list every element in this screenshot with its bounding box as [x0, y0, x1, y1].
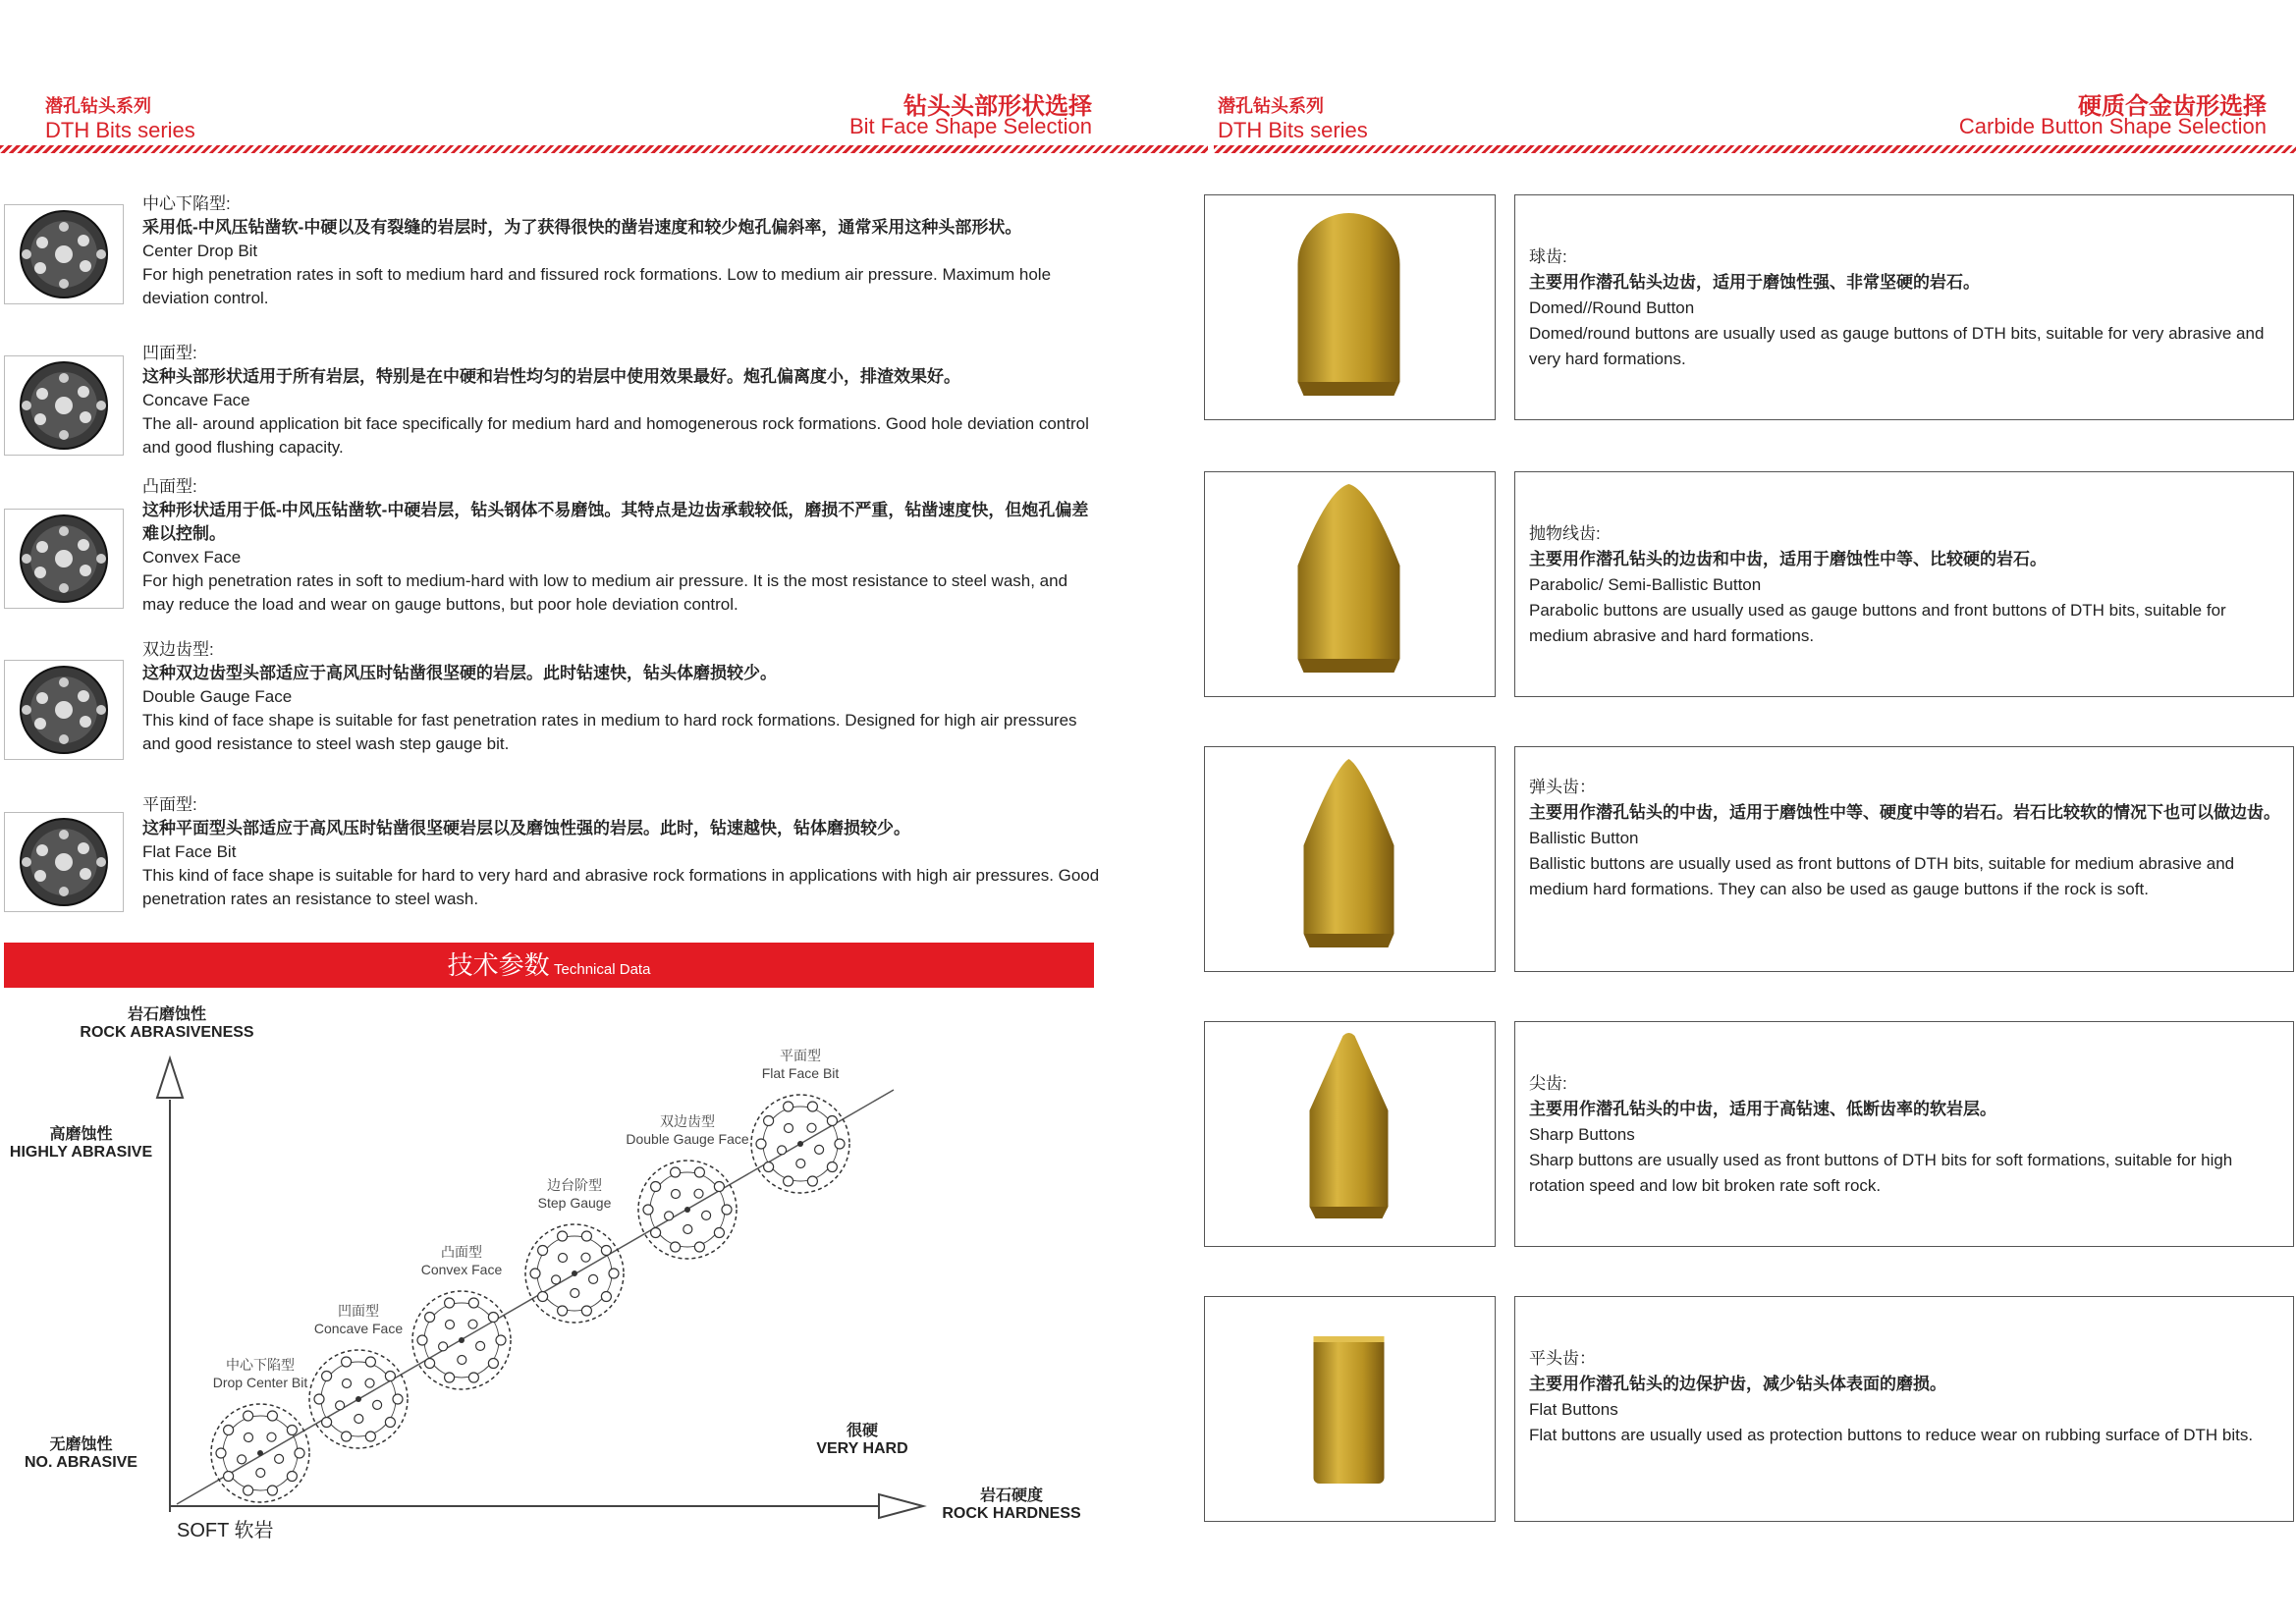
bit-face-photo [4, 812, 124, 912]
sharp-button-icon [1205, 1022, 1495, 1246]
bit-face-icon [5, 510, 123, 608]
face-desc-en: For high penetration rates in soft to medium-hard with low to medium air pressure. It is the most resistance to steel wash, and may reduce the load and wear on gauge buttons, but poor hole deviation control. [142, 571, 1068, 614]
bit-type-label [712, 1046, 889, 1081]
bit-selection-chart [0, 982, 1100, 1532]
bit-type-en: Double Gauge Face [626, 1131, 749, 1147]
button-title-en: Domed//Round Button [1529, 298, 1695, 317]
face-title-en: Concave Face [142, 391, 250, 409]
button-title-cn: 尖齿: [1529, 1074, 1567, 1093]
button-description [1529, 244, 2285, 372]
button-desc-en: Sharp buttons are usually used as front buttons of DTH bits for soft formations, suitable for high rotation speed and low bit broken rate soft rock. [1529, 1151, 2233, 1195]
button-description-box [1514, 1021, 2294, 1247]
parabolic-button-icon [1205, 472, 1495, 696]
very-hard-cn: 很硬 [846, 1423, 878, 1439]
right-title-en: Carbide Button Shape Selection [1958, 114, 2267, 138]
high-abrasive-cn: 高磨蚀性 [49, 1126, 113, 1143]
face-desc-cn: 这种双边齿型头部适应于高风压时钻凿很坚硬的岩层。此时钻速快，钻头体磨损较少。 [142, 664, 777, 682]
x-axis-arrow-icon [879, 1494, 923, 1518]
bit-face-icon [5, 661, 123, 759]
button-desc-en: Flat buttons are usually used as protection buttons to reduce wear on rubbing surface of DTH bits. [1529, 1426, 2254, 1444]
face-description [142, 793, 1100, 911]
right-series-cn: 潜孔钻头系列 [1218, 96, 1324, 116]
y-axis-arrow-icon [157, 1058, 183, 1098]
no-abrasive-cn: 无磨蚀性 [49, 1436, 113, 1453]
bit-type-en: Drop Center Bit [212, 1375, 308, 1390]
face-desc-cn: 这种形状适用于低-中风压钻凿软-中硬岩层，钻头钢体不易磨蚀。其特点是边齿承载较低，磨损不严重，钻凿速度快，但炮孔偏差难以控制。 [142, 501, 1089, 543]
face-desc-cn: 采用低-中风压钻凿软-中硬以及有裂缝的岩层时，为了获得很快的凿岩速度和较少炮孔偏斜率，通常采用这种头部形状。 [142, 218, 1022, 237]
face-desc-en: The all- around application bit face specifically for medium hard and homogenerous rock formations. Good hole deviation control and good flushing capacity. [142, 414, 1089, 457]
face-title-en: Double Gauge Face [142, 687, 293, 706]
left-title-cn: 钻头头部形状选择 [903, 93, 1092, 120]
button-title-cn: 弹头齿： [1529, 778, 1596, 796]
flat-button-icon [1205, 1297, 1495, 1521]
bit-type-cn: 中心下陷型 [226, 1357, 295, 1373]
button-description [1529, 521, 2285, 649]
soft-label: SOFT 软岩 [177, 1520, 274, 1541]
face-desc-en: For high penetration rates in soft to medium hard and fissured rock formations. Low to medium air pressure. Maximum hole deviation control. [142, 265, 1052, 307]
banner-title-en: Technical Data [554, 961, 651, 978]
button-title-cn: 平头齿： [1529, 1349, 1596, 1368]
bit-type-label [486, 1175, 663, 1211]
face-desc-en: This kind of face shape is suitable for hard to very hard and abrasive rock formations in applications with high air pressures. Good penetration rates an resistance to steel wash. [142, 866, 1100, 908]
face-desc-en: This kind of face shape is suitable for fast penetration rates in medium to hard rock formations. Designed for high air pressures and good resistance to steel wash step gauge bit. [142, 711, 1077, 753]
x-axis-title-en: ROCK HARDNESS [942, 1505, 1081, 1522]
face-description [142, 192, 1100, 310]
face-title-cn: 凸面型: [142, 477, 197, 496]
bit-face-photo [4, 509, 124, 609]
face-desc-cn: 这种平面型头部适应于高风压时钻凿很坚硬岩层以及磨蚀性强的岩层。此时，钻速越快，钻体磨损较少。 [142, 819, 910, 838]
left-series-cn: 潜孔钻头系列 [45, 96, 151, 116]
face-title-cn: 凹面型: [142, 344, 197, 362]
face-title-cn: 中心下陷型: [142, 194, 231, 213]
bit-face-photo [4, 355, 124, 456]
button-description [1529, 1071, 2285, 1199]
bit-icons-group [211, 1095, 849, 1502]
face-description [142, 342, 1100, 460]
bit-type-en: Convex Face [420, 1262, 503, 1277]
button-desc-cn: 主要用作潜孔钻头的边齿和中齿，适用于磨蚀性中等、比较硬的岩石。 [1529, 550, 2047, 568]
button-desc-cn: 主要用作潜孔钻头边齿，适用于磨蚀性强、非常坚硬的岩石。 [1529, 273, 1980, 292]
domed-button-icon [1205, 195, 1495, 419]
button-desc-en: Ballistic buttons are usually used as front buttons of DTH bits, suitable for medium abrasive and medium hard formations. They can also be used as gauge buttons if the rock is soft. [1529, 854, 2235, 898]
bit-type-label [373, 1242, 550, 1277]
parabolic-button-photo [1204, 471, 1496, 697]
button-title-cn: 球齿: [1529, 247, 1567, 266]
bit-type-cn: 平面型 [780, 1048, 821, 1063]
button-desc-en: Parabolic buttons are usually used as gauge buttons and front buttons of DTH bits, suitable for medium abrasive and hard formations. [1529, 601, 2226, 645]
button-description-box [1514, 746, 2294, 972]
right-header-stripe [1214, 145, 2296, 153]
face-desc-cn: 这种头部形状适用于所有岩层，特别是在中硬和岩性均匀的岩层中使用效果最好。炮孔偏离度小，排渣效果好。 [142, 367, 960, 386]
button-title-en: Ballistic Button [1529, 829, 1639, 847]
button-title-en: Sharp Buttons [1529, 1125, 1635, 1144]
bit-type-label [270, 1301, 447, 1336]
right-title-cn: 硬质合金齿形选择 [2078, 93, 2267, 120]
bit-type-cn: 凹面型 [338, 1303, 379, 1319]
button-desc-cn: 主要用作潜孔钻头的中齿，适用于高钻速、低断齿率的软岩层。 [1529, 1100, 1996, 1118]
button-desc-cn: 主要用作潜孔钻头的中齿，适用于磨蚀性中等、硬度中等的岩石。岩石比较软的情况下也可以做边齿。 [1529, 803, 2280, 822]
button-description-box [1514, 471, 2294, 697]
ballistic-button-photo [1204, 746, 1496, 972]
button-description [1529, 1346, 2285, 1448]
very-hard-en: VERY HARD [816, 1440, 908, 1457]
bit-type-en: Step Gauge [537, 1195, 612, 1211]
face-description [142, 475, 1100, 617]
bit-type-cn: 边台阶型 [547, 1177, 602, 1193]
face-title-cn: 平面型: [142, 795, 197, 814]
no-abrasive-en: NO. ABRASIVE [25, 1454, 137, 1471]
banner-title-cn: 技术参数 [447, 950, 550, 980]
bit-face-icon [5, 356, 123, 455]
y-axis-title-en: ROCK ABRASIVENESS [80, 1024, 254, 1041]
ballistic-button-icon [1205, 747, 1495, 971]
left-header-stripe [0, 145, 1208, 153]
bit-face-icon [5, 813, 123, 911]
y-axis-title-cn: 岩石磨蚀性 [127, 1006, 206, 1023]
bit-face-photo [4, 204, 124, 304]
right-series-en: DTH Bits series [1218, 118, 1368, 142]
face-title-cn: 双边齿型: [142, 640, 214, 659]
face-title-en: Convex Face [142, 548, 242, 567]
button-description [1529, 775, 2285, 902]
left-series-en: DTH Bits series [45, 118, 195, 142]
high-abrasive-en: HIGHLY ABRASIVE [9, 1144, 153, 1161]
flat-button-photo [1204, 1296, 1496, 1522]
face-description [142, 638, 1100, 756]
button-desc-en: Domed/round buttons are usually used as gauge buttons of DTH bits, suitable for very abrasive and very hard formations. [1529, 324, 2265, 368]
button-title-en: Flat Buttons [1529, 1400, 1618, 1419]
bit-type-cn: 双边齿型 [660, 1113, 715, 1129]
face-title-en: Center Drop Bit [142, 242, 258, 260]
domed-button-photo [1204, 194, 1496, 420]
bit-type-label [172, 1355, 349, 1390]
bit-type-label [599, 1111, 776, 1147]
bit-type-cn: 凸面型 [441, 1244, 482, 1260]
face-title-en: Flat Face Bit [142, 842, 237, 861]
button-title-cn: 抛物线齿: [1529, 524, 1601, 543]
drill-bit-icon [211, 1404, 309, 1502]
button-description-box [1514, 194, 2294, 420]
button-description-box [1514, 1296, 2294, 1522]
button-title-en: Parabolic/ Semi-Ballistic Button [1529, 575, 1762, 594]
bit-type-en: Concave Face [313, 1321, 404, 1336]
button-desc-cn: 主要用作潜孔钻头的边保护齿，减少钻头体表面的磨损。 [1529, 1375, 1946, 1393]
bit-type-en: Flat Face Bit [761, 1065, 840, 1081]
left-title-en: Bit Face Shape Selection [848, 114, 1092, 138]
bit-face-icon [5, 205, 123, 303]
sharp-button-photo [1204, 1021, 1496, 1247]
x-axis-title-cn: 岩石硬度 [979, 1487, 1043, 1504]
bit-face-photo [4, 660, 124, 760]
